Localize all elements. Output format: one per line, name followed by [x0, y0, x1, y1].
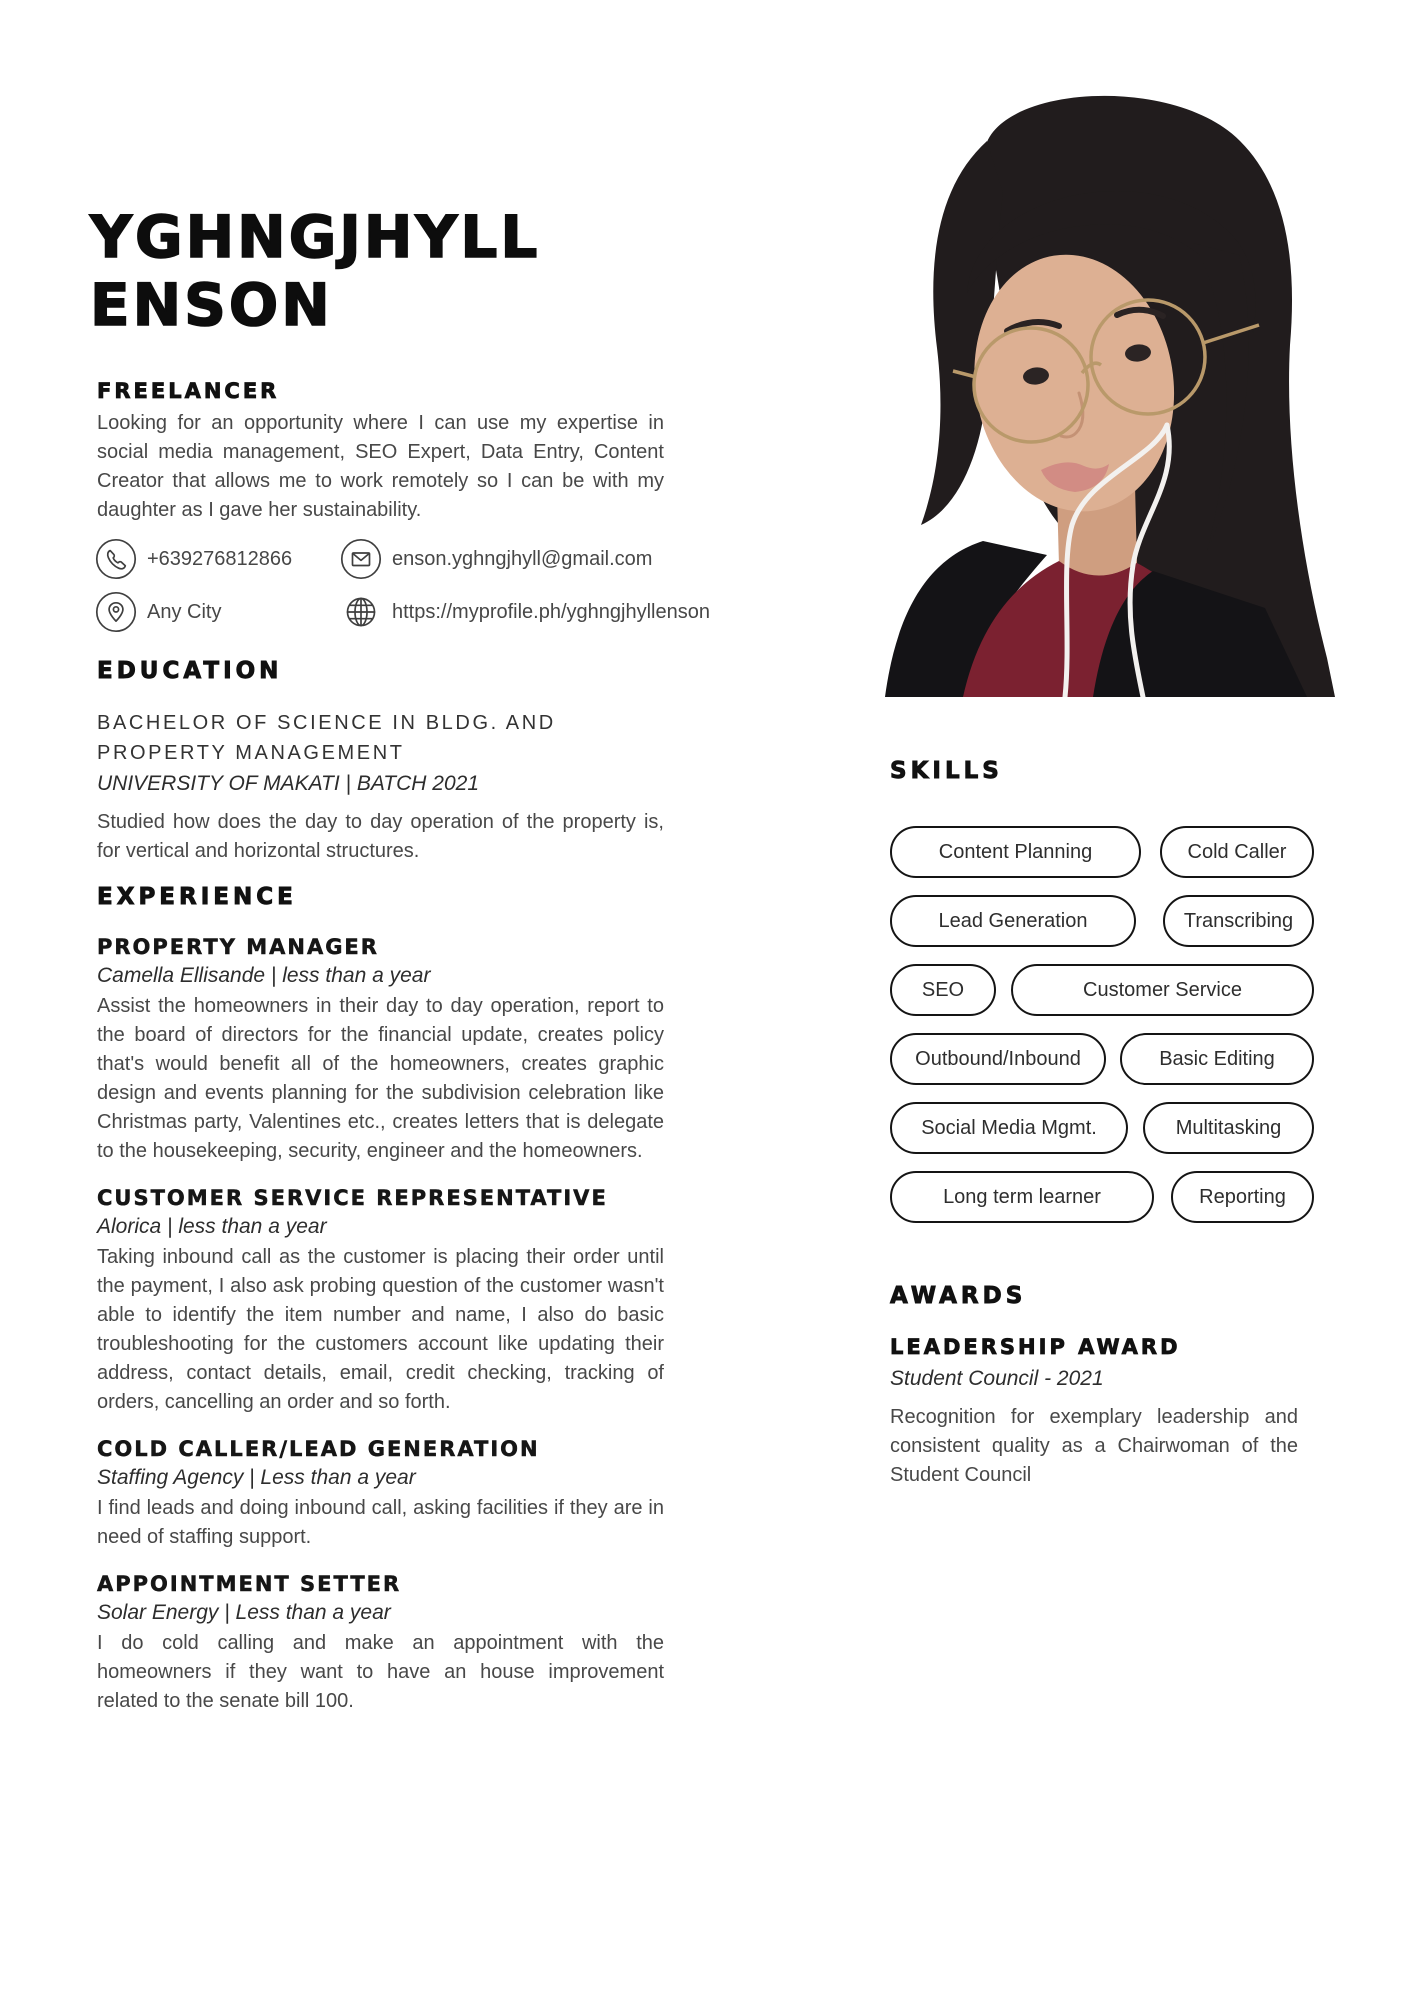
skill-pill: Customer Service: [1011, 964, 1314, 1016]
job-appointment-setter: [97, 1571, 664, 1716]
skill-pill: Content Planning: [890, 826, 1141, 878]
job-description: Taking inbound call as the customer is placing their order until the payment, I also ask probing question of the customer wasn't able to identify the item number and name, I also do basic troubleshooting for the customers account like updating their address, contact details, email, credit checking, tracking of orders, cancelling an order and so forth.: [97, 1246, 664, 1413]
job-title: CUSTOMER SERVICE REPRESENTATIVE: [97, 1186, 608, 1210]
contact-email: [340, 538, 710, 580]
contact-section: [95, 538, 710, 633]
role-section: [97, 379, 664, 525]
job-title: APPOINTMENT SETTER: [97, 1572, 402, 1596]
skill-pill: Multitasking: [1143, 1102, 1314, 1154]
skill-pill: Outbound/Inbound: [890, 1033, 1106, 1085]
skills-row: [890, 1033, 1314, 1085]
person-name-line1: YGHNGJHYLL: [90, 203, 541, 271]
envelope-icon: [340, 538, 382, 580]
job-property-manager: [97, 934, 664, 1166]
job-meta: Solar Energy | Less than a year: [97, 1601, 391, 1624]
contact-website-value: https://myprofile.ph/yghngjhyllenson: [392, 600, 710, 623]
education-degree-line2: PROPERTY MANAGEMENT: [97, 742, 405, 764]
experience-heading: EXPERIENCE: [97, 884, 297, 910]
job-description: Assist the homeowners in their day to day operation, report to the board of directors for the financial update, creates policy that's would benefit all of the homeowners, creates graphic design and events planning for the subdivision celebration like Christmas party, Valentines etc., creates letters that is delegate to the housekeeping, security, engineer and the homeowners.: [97, 995, 664, 1162]
education-degree: [97, 708, 664, 768]
skills-row: [890, 1171, 1314, 1223]
contact-email-value: enson.yghngjhyll@gmail.com: [392, 547, 653, 570]
experience-section: [97, 884, 664, 1716]
contact-website: [340, 591, 710, 633]
awards-section: [890, 1283, 1298, 1490]
job-meta: Staffing Agency | Less than a year: [97, 1466, 416, 1489]
person-name: [90, 203, 540, 339]
education-meta: UNIVERSITY OF MAKATI | BATCH 2021: [97, 772, 479, 795]
job-title: COLD CALLER/LEAD GENERATION: [97, 1437, 540, 1461]
job-cold-caller-lead-generation: [97, 1436, 664, 1552]
job-customer-service-representative: [97, 1185, 664, 1417]
job-title: PROPERTY MANAGER: [97, 935, 379, 959]
skill-pill: Basic Editing: [1120, 1033, 1314, 1085]
skills-heading: SKILLS: [890, 758, 1003, 784]
skills-row: [890, 964, 1314, 1016]
job-description: I find leads and doing inbound call, asking facilities if they are in need of staffing support.: [97, 1497, 664, 1548]
awards-heading: AWARDS: [890, 1283, 1027, 1309]
profile-photo: [835, 93, 1347, 697]
job-meta: Alorica | less than a year: [97, 1215, 327, 1238]
skill-pill: SEO: [890, 964, 996, 1016]
contact-phone: [95, 538, 340, 580]
education-heading: EDUCATION: [97, 658, 283, 684]
education-degree-line1: BACHELOR OF SCIENCE IN BLDG. AND: [97, 712, 556, 734]
education-section: [97, 658, 664, 866]
role-summary: Looking for an opportunity where I can use my expertise in social media management, SEO Expert, Data Entry, Content Creator that allows me to work remotely so I can be with my daughter as I gave her sustainability.: [97, 412, 664, 521]
role-title: FREELANCER: [97, 379, 280, 403]
skill-pill: Social Media Mgmt.: [890, 1102, 1128, 1154]
job-description: I do cold calling and make an appointment with the homeowners if they want to have an house improvement related to the senate bill 100.: [97, 1632, 664, 1712]
skills-list: [890, 826, 1314, 1240]
phone-icon: [95, 538, 137, 580]
award-title: LEADERSHIP AWARD: [890, 1335, 1181, 1359]
skills-row: [890, 1102, 1314, 1154]
skill-pill: Lead Generation: [890, 895, 1136, 947]
skills-row: [890, 826, 1314, 878]
skill-pill: Cold Caller: [1160, 826, 1314, 878]
education-description: Studied how does the day to day operation of the property is, for vertical and horizontal structures.: [97, 811, 664, 862]
contact-location: [95, 591, 340, 633]
job-meta: Camella Ellisande | less than a year: [97, 964, 431, 987]
location-pin-icon: [95, 591, 137, 633]
person-name-line2: ENSON: [90, 271, 333, 339]
award-meta: Student Council - 2021: [890, 1367, 1104, 1390]
contact-location-value: Any City: [147, 600, 222, 623]
skill-pill: Long term learner: [890, 1171, 1154, 1223]
skill-pill: Reporting: [1171, 1171, 1314, 1223]
award-description: Recognition for exemplary leadership and consistent quality as a Chairwoman of the Student Council: [890, 1406, 1298, 1486]
skills-row: [890, 895, 1314, 947]
contact-phone-value: +639276812866: [147, 547, 293, 570]
portrait-illustration: [835, 93, 1347, 697]
globe-icon: [340, 591, 382, 633]
skill-pill: Transcribing: [1163, 895, 1314, 947]
